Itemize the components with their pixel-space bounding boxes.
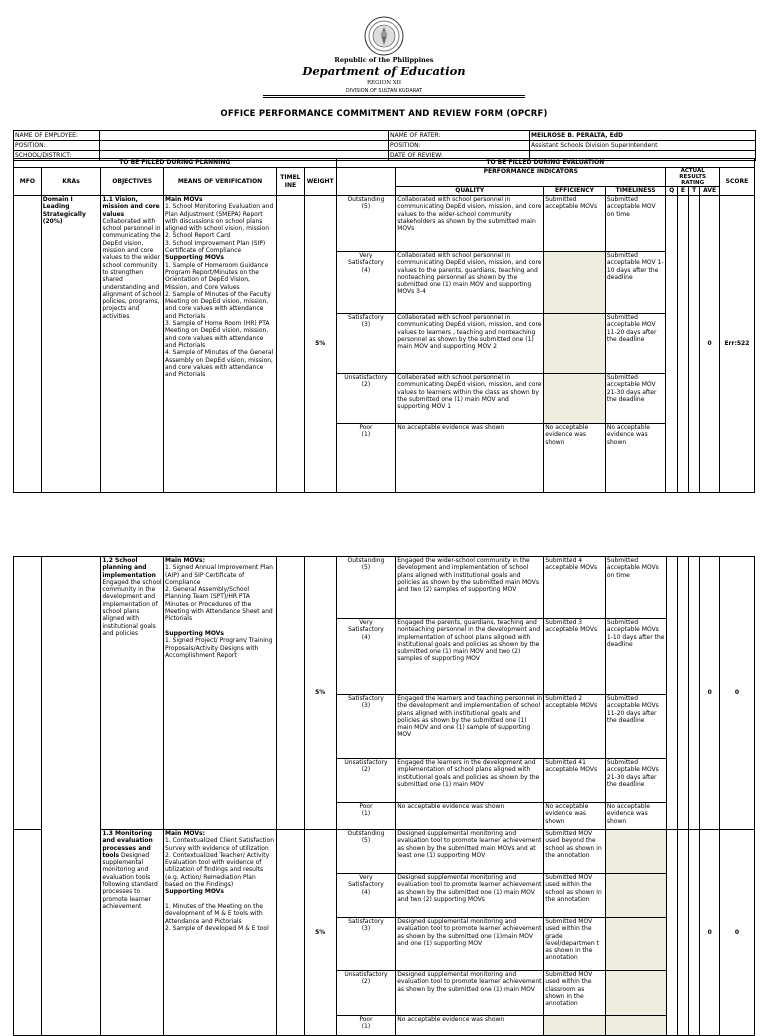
- kra-cell: [41, 557, 101, 1036]
- col-efficiency: EFFICIENCY: [544, 187, 606, 196]
- objective-1-3: [101, 830, 164, 1036]
- quality-5: Collaborated with school personnel in communicating DepEd vision, mission, and core values to the wider-school community stakeholders as shown by the submitted main MOVs: [396, 196, 544, 252]
- quality-1: No acceptable evidence was shown: [396, 424, 544, 493]
- form-title: OFFICE PERFORMANCE COMMITMENT AND REVIEW FORM (OPCRF): [220, 109, 548, 119]
- q-cell[interactable]: [666, 830, 677, 1036]
- col-actual-results: [666, 168, 719, 187]
- timeliness-3: Submitted acceptable MOVs 11-20 days after the deadline: [605, 695, 666, 759]
- timeliness-1: [605, 1016, 666, 1036]
- col-q: Q: [666, 187, 677, 196]
- department-name: Department of Education: [302, 64, 466, 78]
- efficiency-3: Submitted MOV used within the grade level/departmen t as shown in the annotation: [544, 918, 606, 971]
- mov-main-list: 1. Contextualized Client Satisfaction Survey with evidence of utilization 2. Contextualized Teacher/ Activity Evaluation tool with evidence of utilization of findings and results (e.g. Action/ Remediation Plan based on the Findings): [165, 837, 275, 889]
- efficiency-5: Submitted 4 acceptable MOVs: [544, 557, 606, 619]
- col-kras: KRAs: [41, 168, 101, 196]
- weight-1-3: 5%: [304, 830, 336, 1036]
- efficiency-1: [544, 1016, 606, 1036]
- e-cell[interactable]: [677, 196, 688, 493]
- quality-4: Engaged the parents, guardians, teaching and nonteaching personnel in the development and implementation of school plans aligned with institutional goals and policies as shown by the submitted one (1) main MOV and two (2) samples of supporting MOV: [396, 619, 544, 695]
- timeliness-5: Submitted acceptable MOVs on time: [605, 557, 666, 619]
- region-line: REGION XII: [366, 80, 402, 86]
- rating-poor: Poor (1): [336, 803, 396, 830]
- quality-5: Designed supplemental monitoring and evaluation tool to promote learner achievement as shown by the submitted main MOVs and at least one (1) supporting MOV: [396, 830, 544, 874]
- mfo-cell: [14, 830, 42, 1036]
- ave-1-2: 0: [700, 557, 720, 830]
- efficiency-4: Submitted MOV used within the school as shown in the annotation: [544, 874, 606, 918]
- timeliness-1: No acceptable evidence was shown: [605, 424, 666, 493]
- mov-1-1: [164, 196, 277, 493]
- mov-support-list: 1. Minutes of the Meeting on the development of M & E tools with Attendance and Pictorials 2. Sample of developed M & E tool: [165, 902, 269, 932]
- mov-main-title: Main MOVs:: [165, 830, 205, 837]
- quality-4: Designed supplemental monitoring and evaluation tool to promote learner achievement as shown by the submitted one (1) main MOV and two (2) supporting MOVs: [396, 874, 544, 918]
- division-line: DIVISION OF SULTAN KUDARAT: [345, 88, 423, 94]
- quality-text: Collaborated with school personnel in communicating DepEd vision, mission, and core values to the parents, guardians, teaching and nonteaching personnel as shown by the submitted one (1) main MOV and supporting MOVs 3-4: [397, 252, 542, 296]
- col-objectives: OBJECTIVES: [101, 168, 164, 196]
- deped-seal-icon: [364, 16, 404, 56]
- mov-support-list: 1. Signed Project/ Program/ Training Proposals/Activity Designs with Accomplishment Report: [165, 637, 273, 659]
- rating-satisfactory: Satisfactory (3): [336, 918, 396, 971]
- col-mov: MEANS OF VERIFICATION: [164, 168, 277, 196]
- timeline-cell[interactable]: [277, 830, 305, 1036]
- republic-line: Republic of the Philippines: [334, 56, 434, 64]
- position-field[interactable]: [100, 141, 389, 151]
- col-e: E: [677, 187, 688, 196]
- rating-satisfactory: Satisfactory (3): [336, 314, 396, 374]
- col-timeline: TIMEL INE: [277, 168, 305, 196]
- timeline-cell[interactable]: [277, 196, 305, 493]
- quality-4: [396, 252, 544, 314]
- mov-main-title: Main MOVs:: [165, 557, 205, 564]
- header-rule: [263, 97, 525, 98]
- quality-5: Engaged the wider-school community in the development and implementation of school plans aligned with institutional goals and policies as shown by the submitted main MOVs and two (2) samples of supporting MOV: [396, 557, 544, 619]
- efficiency-1: No acceptable evidence was shown: [544, 424, 606, 493]
- quality-3: Designed supplemental monitoring and evaluation tool to promote learner achievement as shown by the submitted one (1)main MOV and one (1) supporting MOV: [396, 918, 544, 971]
- e-cell[interactable]: [677, 830, 688, 1036]
- rating-outstanding: Outstanding (5): [336, 557, 396, 619]
- rater-name[interactable]: MEILROSE B. PERALTA, EdD: [530, 131, 756, 141]
- objective-text: Designed supplemental monitoring and evaluation tools following standard processes to promote learner achievement: [102, 851, 158, 910]
- rating-label-cell: [336, 168, 396, 196]
- score-1-1: Err:522: [719, 196, 754, 493]
- t-cell[interactable]: [689, 830, 700, 1036]
- mov-main-list: 1. School Monitoring Evaluation and Plan Adjustment (SMEPA) Report with discussions on school plans aligned with school vision, mission 2. School Report Card 3. School Improvement Plan (SIP) Certificate of Compliance: [165, 203, 274, 255]
- score-1-3: 0: [719, 830, 754, 1036]
- rater-position-label: POSITION:: [389, 141, 530, 151]
- timeliness-4: [605, 874, 666, 918]
- position-label: POSITION:: [14, 141, 100, 151]
- ave-1-1: 0: [700, 196, 720, 493]
- q-cell[interactable]: [666, 557, 677, 830]
- weight-1-2: 5%: [304, 557, 336, 830]
- timeliness-2: Submitted acceptable MOV 21-30 days after the deadline: [605, 374, 666, 424]
- efficiency-4: [544, 252, 606, 314]
- mov-1-3: [164, 830, 277, 1036]
- rating-unsatisfactory: Unsatisfactory (2): [336, 971, 396, 1016]
- employee-label: NAME OF EMPLOYEE:: [14, 131, 100, 141]
- planning-header: TO BE FILLED DURING PLANNING: [14, 159, 337, 168]
- objective-text: Collaborated with school personnel in communicating the DepEd vision, mission and core values to the wider school community to strengthen shared understanding and alignment of school policies, programs, projects and activities: [102, 217, 162, 320]
- e-cell[interactable]: [677, 557, 688, 830]
- timeliness-5: Submitted acceptable MOV on time: [605, 196, 666, 252]
- timeline-cell[interactable]: [277, 557, 305, 830]
- info-table: [13, 130, 756, 161]
- rating-poor: Poor (1): [336, 1016, 396, 1036]
- col-quality: QUALITY: [396, 187, 544, 196]
- efficiency-2: Submitted 41 acceptable MOVs: [544, 759, 606, 803]
- timeliness-2: [605, 971, 666, 1016]
- objective-title: 1.1 Vision, mission and core values: [102, 196, 160, 218]
- mfo-cell: [14, 557, 42, 830]
- col-score: SCORE: [719, 168, 754, 196]
- col-ave: AVE: [700, 187, 720, 196]
- t-cell[interactable]: [689, 557, 700, 830]
- timeliness-1: No acceptable evidence was shown: [605, 803, 666, 830]
- rating-unsatisfactory: Unsatisfactory (2): [336, 759, 396, 803]
- efficiency-2: [544, 374, 606, 424]
- mov-main-list: 1. Signed Annual Improvement Plan (AIP) and SIP Certificate of Compliance 2. General Assembly/School Planning Team (SPT)/HR PTA Minutes or Procedures of the Meeting with Attendance Sheet and Pictorials: [165, 564, 273, 623]
- timeliness-4: Submitted acceptable MOV 1-10 days after the deadline: [605, 252, 666, 314]
- timeliness-3: [605, 918, 666, 971]
- objective-1-2: [101, 557, 164, 830]
- efficiency-4: Submitted 3 acceptable MOVs: [544, 619, 606, 695]
- rating-very-satisfactory: Very Satisfactory (4): [336, 874, 396, 918]
- objective-text: Engaged the school community in the development and implementation of school plans aligned with institutional goals and policies: [102, 578, 162, 637]
- t-cell[interactable]: [689, 196, 700, 493]
- score-1-2: 0: [719, 557, 754, 830]
- objective-title: 1.2 School planning and implementation: [102, 557, 156, 579]
- objective-1-1: [101, 196, 164, 493]
- ave-1-3: 0: [700, 830, 720, 1036]
- efficiency-1: No acceptable evidence was shown: [544, 803, 606, 830]
- quality-3: Collaborated with school personnel in communicating DepEd vision, mission, and core values to learners , teaching and nonteaching personnel as shown by the submitted one (1) main MOV and supporting MOV 2: [396, 314, 544, 374]
- mov-support-list: 1. Sample of Homeroom Guidance Program Report/Minutes on the Orientation of DepEd Vision, Mission, and Core Values 2. Sample of Minutes of the Faculty Meeting on DepEd vision, mission, and core values with attendance and Pictorials 3. Sample of Home Room (HR) PTA Meeting on DepEd vision, mission, and core values with attendance and Pictorials 4. Sample of Minutes of the General Assembly on DepEd vision, mission, and core values with attendance and Pictorials: [165, 261, 274, 379]
- opcrf-table-part1: [13, 158, 755, 493]
- rater-label: NAME OF RATER:: [389, 131, 530, 141]
- col-weight: WEIGHT: [304, 168, 336, 196]
- review-date-label: DATE OF REVIEW:: [389, 151, 530, 161]
- rating-outstanding: Outstanding (5): [336, 830, 396, 874]
- mov-1-2: [164, 557, 277, 830]
- quality-2: Engaged the learners in the development and implementation of school plans aligned with institutional goals and policies as shown by the submitted one (1) main MOV: [396, 759, 544, 803]
- rating-unsatisfactory: Unsatisfactory (2): [336, 374, 396, 424]
- objective-title: 1.3 Monitoring and evaluation processes and tools: [102, 830, 153, 859]
- timeliness-2: Submitted acceptable MOVs 21-30 days after the deadline: [605, 759, 666, 803]
- q-cell[interactable]: [666, 196, 677, 493]
- weight-1-1: 5%: [304, 196, 336, 493]
- rating-very-satisfactory: Very Satisfactory (4): [336, 252, 396, 314]
- col-timeliness: TIMELINESS: [605, 187, 666, 196]
- evaluation-header: TO BE FILLED DURING EVALUATION: [336, 159, 754, 168]
- col-t: T: [689, 187, 700, 196]
- rating-label: RATING: [681, 180, 705, 186]
- quality-3: Engaged the learners and teaching personnel in the development and implementation of school plans aligned with institutional goals and policies as shown by the submitted one (1) main MOV and one (1) sample of supporting MOV: [396, 695, 544, 759]
- col-perf-indicators: PERFORMANCE INDICATORS: [396, 168, 666, 187]
- mov-support-title: Supporting MOVs: [165, 254, 224, 262]
- header-rule: [263, 95, 525, 96]
- mov-support-title: Supporting MOVs: [165, 629, 224, 637]
- rating-very-satisfactory: Very Satisfactory (4): [336, 619, 396, 695]
- rating-outstanding: Outstanding (5): [336, 196, 396, 252]
- quality-2: Collaborated with school personnel in communicating DepEd vision, mission, and core values to learners within the class as shown by the submitted one (1) main MOV and supporting MOV 1: [396, 374, 544, 424]
- efficiency-3: Submitted 2 acceptable MOVs: [544, 695, 606, 759]
- timeliness-5: [605, 830, 666, 874]
- employee-field[interactable]: [100, 131, 389, 141]
- actual-results-label: ACTUAL RESULTS: [679, 168, 707, 180]
- school-label: SCHOOL/DISTRICT:: [14, 151, 100, 161]
- timeliness-3: Submitted acceptable MOV 11-20 days after the deadline: [605, 314, 666, 374]
- quality-1: No acceptable evidence was shown: [396, 1016, 544, 1036]
- efficiency-3: [544, 314, 606, 374]
- kra-domain-1: Domain I Leading Strategically (20%): [41, 196, 101, 493]
- efficiency-5: Submitted acceptable MOVs: [544, 196, 606, 252]
- timeliness-4: Submitted acceptable MOVs 1-10 days after the deadline: [605, 619, 666, 695]
- efficiency-2: Submitted MOV used within the classroom as shown in the annotation: [544, 971, 606, 1016]
- rater-position[interactable]: Assistant Schools Division Superintendent: [530, 141, 756, 151]
- opcrf-table-part2: [13, 556, 755, 1036]
- quality-1: No acceptable evidence was shown: [396, 803, 544, 830]
- mov-main-title: Main MOVs: [165, 196, 203, 203]
- efficiency-5: Submitted MOV used beyond the school as shown in the annotation: [544, 830, 606, 874]
- mfo-cell: [14, 196, 42, 493]
- quality-2: Designed supplemental monitoring and evaluation tool to promote learner achievement as shown by the submitted one (1) main MOV: [396, 971, 544, 1016]
- col-mfo: MFO: [14, 168, 42, 196]
- mov-support-title: Supporting MOVs: [165, 888, 224, 896]
- rating-satisfactory: Satisfactory (3): [336, 695, 396, 759]
- rating-poor: Poor (1): [336, 424, 396, 493]
